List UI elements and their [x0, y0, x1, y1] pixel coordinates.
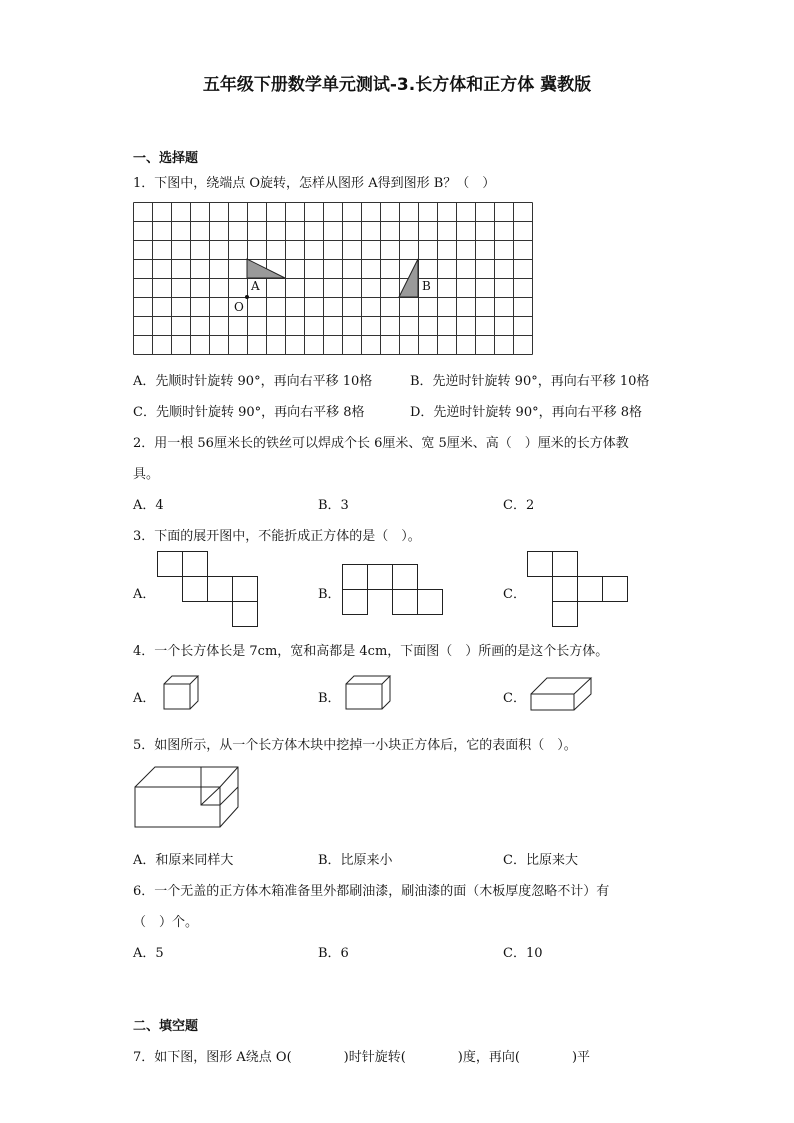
point-o	[245, 295, 249, 299]
q3-net-c	[527, 551, 632, 631]
q2-option-b: B．3	[318, 498, 349, 513]
q1-grid-figure	[133, 202, 531, 354]
q5-option-a: A．和原来同样大	[133, 853, 234, 868]
question-2-stem-line2: 具。	[133, 467, 160, 482]
grid-lines	[134, 203, 533, 355]
q1-option-a: A．先顺时针旋转 90°，再向右平移 10格	[133, 374, 373, 389]
q3-net-a	[157, 551, 262, 631]
q3-net-b	[342, 564, 447, 619]
q5-option-c: C．比原来大	[503, 853, 578, 868]
page-title: 五年级下册数学单元测试-3.长方体和正方体 冀教版	[202, 75, 592, 95]
label-a: A	[251, 279, 260, 293]
q6-option-a: A．5	[133, 946, 164, 961]
q4-option-b: B．	[318, 691, 341, 706]
q2-option-a: A．4	[133, 498, 164, 513]
q6-option-b: B．6	[318, 946, 349, 961]
q1-option-d: D．先逆时针旋转 90°，再向右平移 8格	[410, 405, 643, 420]
q4-cuboid-b	[345, 675, 393, 711]
q4-option-c: C．	[503, 691, 526, 706]
section-heading-choice: 一、选择题	[133, 151, 199, 166]
q4-cuboid-a	[163, 675, 203, 711]
section-heading-fill-blank: 二、填空题	[133, 1019, 199, 1034]
q3-option-c: C．	[503, 587, 526, 602]
q1-option-c: C．先顺时针旋转 90°，再向右平移 8格	[133, 405, 365, 420]
question-7-stem: 7．如下图，图形 A绕点 O( )时针旋转( )度，再向( )平	[133, 1050, 591, 1065]
q6-option-c: C．10	[503, 946, 543, 961]
q3-option-a: A．	[133, 587, 156, 602]
q5-option-b: B．比原来小	[318, 853, 393, 868]
question-3-stem: 3．下面的展开图中，不能折成正方体的是（ ）。	[133, 529, 421, 544]
q4-cuboid-c	[530, 677, 594, 713]
question-1-stem: 1．下图中，绕端点 O旋转，怎样从图形 A得到图形 B？（ ）	[133, 176, 496, 191]
question-6-stem-line2: （ ）个。	[133, 915, 199, 930]
label-o: O	[234, 300, 244, 314]
question-4-stem: 4．一个长方体长是 7cm，宽和高都是 4cm，下面图（ ）所画的是这个长方体。	[133, 644, 609, 659]
q4-option-a: A．	[133, 691, 156, 706]
q2-option-c: C．2	[503, 498, 535, 513]
question-6-stem-line1: 6．一个无盖的正方体木箱准备里外都刷油漆，刷油漆的面（木板厚度忽略不计）有	[133, 884, 610, 899]
q1-option-b: B．先逆时针旋转 90°，再向右平移 10格	[410, 374, 650, 389]
q5-cuboid-with-notch	[133, 765, 243, 831]
question-5-stem: 5．如图所示，从一个长方体木块中挖掉一小块正方体后，它的表面积（ ）。	[133, 738, 577, 753]
question-2-stem-line1: 2．用一根 56厘米长的铁丝可以焊成个长 6厘米、宽 5厘米、高（ ）厘米的长方体教	[133, 436, 629, 451]
q3-option-b: B．	[318, 587, 341, 602]
label-b: B	[422, 279, 431, 293]
